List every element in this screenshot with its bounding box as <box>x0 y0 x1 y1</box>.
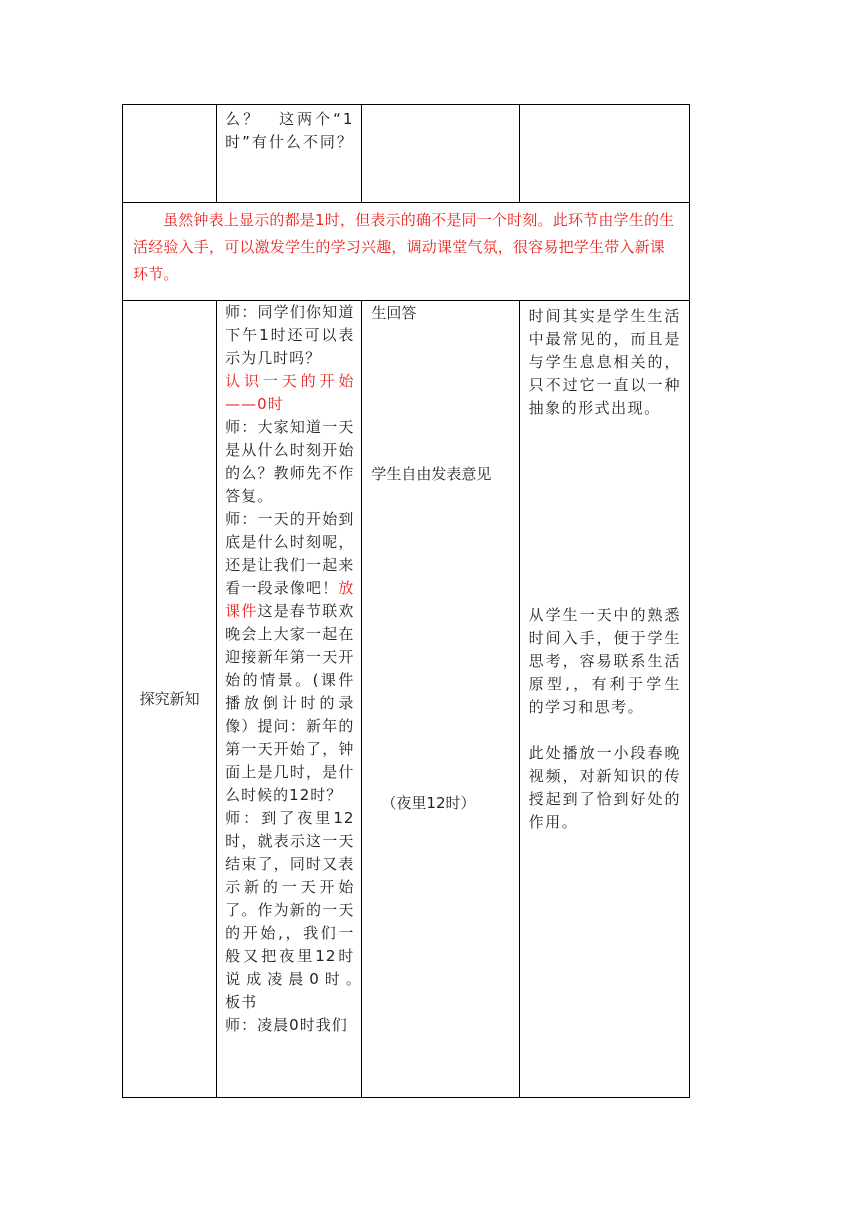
student-response: 学生自由发表意见 <box>371 465 492 483</box>
teacher-paragraph: 师：同学们你知道下午1时还可以表示为几时吗？ <box>225 303 355 367</box>
design-intent-text <box>520 301 689 834</box>
teacher-text: 么？ 这两个“1时”有什么不同？ <box>225 110 355 151</box>
table-row-summary <box>123 203 690 301</box>
stage-cell <box>123 301 217 1098</box>
design-intent-cell <box>519 301 689 1098</box>
teacher-paragraph: 师：凌晨0时我们 <box>225 1016 348 1034</box>
design-note: 此处播放一小段春晚视频，对新知识的传授起到了恰到好处的作用。 <box>528 744 681 831</box>
teacher-activity-cell <box>217 105 362 203</box>
table-row-continuation <box>123 105 690 203</box>
table-row-explore <box>123 301 690 1098</box>
student-activity-text <box>362 301 518 815</box>
teacher-paragraph: 师：到了夜里12时，就表示这一天结束了，同时又表示新的一天开始了。作为新的一天的开始,，我们一般又把夜里12时说成凌晨0时。 板书 <box>225 809 371 1011</box>
student-activity-cell <box>362 301 519 1098</box>
courseware-cue: 放课件 <box>225 579 355 620</box>
design-note: 时间其实是学生生活中最常见的，而且是与学生息息相关的，只不过它一直以一种抽象的形式出现。 <box>528 307 681 417</box>
stage-label: 探究新知 <box>139 689 200 708</box>
teacher-activity-cell <box>217 301 371 1098</box>
teacher-activity-text <box>217 301 371 1037</box>
teacher-paragraph <box>225 508 354 807</box>
summary-text: 虽然钟表上显示的都是1时，但表示的确不是同一个时刻。此环节由学生的生活经验入手，可以激发学生的学习兴趣，调动课堂气氛，很容易把学生带入新课环节。 <box>133 211 675 283</box>
stage-cell-empty <box>123 105 217 203</box>
student-response: 生回答 <box>371 304 417 322</box>
teacher-text-part: 师：一天的开始到底是什么时刻呢，还是让我们一起来看一段录像吧！ <box>225 510 355 597</box>
design-intent-cell-empty <box>519 105 689 203</box>
design-note: 从学生一天中的熟悉时间入手，便于学生思考，容易联系生活原型,，有利于学生的学习和思考。 <box>528 606 681 716</box>
student-activity-cell-empty <box>362 105 519 203</box>
summary-cell <box>123 203 690 301</box>
teacher-text-part: 这是春节联欢晚会上大家一起在迎接新年第一天开始的情景。(课件播放倒计时的录像）提问：新年的第一天开始了，钟面上是几时，是什么时候的12时？ <box>225 602 355 804</box>
lesson-plan-table <box>122 104 690 1098</box>
section-heading: 认识一天的开始——0时 <box>225 372 355 413</box>
teacher-paragraph: 师：大家知道一天是从什么时刻开始的么？教师先不作答复。 <box>225 418 355 505</box>
student-response: （夜里12时） <box>381 794 476 812</box>
